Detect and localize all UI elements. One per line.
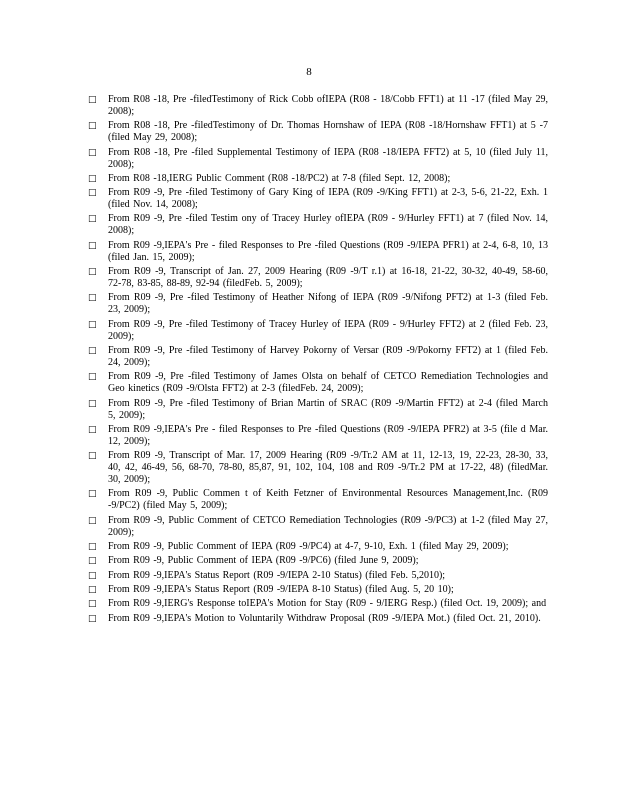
citation-text: From R09 -9, Public Commen t of Keith Fetzner of Environmental Resources Management,Inc. (R09 -9/PC2) (filed May 5, 2009); xyxy=(108,488,548,512)
list-item xyxy=(88,541,548,553)
citation-text: From R09 -9,IERG's Response toIEPA's Motion for Stay (R09 - 9/IERG Resp.) (filed Oct. 19, 2009); and xyxy=(108,598,547,610)
bullet-icon: □ xyxy=(88,95,97,105)
citation-text: From R09 -9, Transcript of Jan. 27, 2009 Hearing (R09 -9/T r.1) at 16-18, 21-22, 30-32, 40-49, 58-60, 72-78, 83-85, 88-89, 92-94 (filedFeb. 5, 2009); xyxy=(108,266,548,290)
citation-text: From R09 -9, Public Comment of IEPA (R09 -9/PC6) (filed June 9, 2009); xyxy=(108,555,419,567)
citation-list xyxy=(88,94,548,627)
citation-text: From R08 -18, Pre -filed Supplemental Testimony of IEPA (R08 -18/IEPA FFT2) at 5, 10 (filed July 11, 2008); xyxy=(108,146,548,170)
citation-text: From R09 -9, Public Comment of CETCO Remediation Technologies (R09 -9/PC3) at 1-2 (filed May 27, 2009); xyxy=(108,514,548,538)
list-item xyxy=(88,240,548,264)
bullet-icon: □ xyxy=(88,570,97,581)
list-item xyxy=(88,173,548,185)
citation-text: From R09 -9,IEPA's Motion to Voluntarily Withdraw Proposal (R09 -9/IEPA Mot.) (filed Oct. 21, 2010). xyxy=(108,612,541,624)
bullet-icon: □ xyxy=(88,345,97,356)
list-item xyxy=(88,424,548,448)
bullet-icon: □ xyxy=(88,293,97,304)
list-item xyxy=(88,319,548,343)
list-item xyxy=(88,345,548,369)
list-item xyxy=(88,120,548,144)
bullet-icon: □ xyxy=(88,424,97,435)
bullet-icon: □ xyxy=(88,240,97,251)
citation-text: From R09 -9, Pre -filed Testimony of Heather Nifong of IEPA (R09 -9/Nifong PFT2) at 1-3 (filed Feb. 23, 2009); xyxy=(108,292,548,316)
bullet-icon: □ xyxy=(88,451,97,462)
list-item xyxy=(88,147,548,171)
bullet-icon: □ xyxy=(88,267,97,278)
list-item xyxy=(88,570,548,582)
list-item xyxy=(88,613,548,625)
citation-text: From R09 -9, Pre -filed Testimony of Harvey Pokorny of Versar (R09 -9/Pokorny FFT2) at 1 (filed Feb. 24, 2009); xyxy=(108,344,548,368)
list-item xyxy=(88,94,548,118)
bullet-icon: □ xyxy=(88,584,97,595)
bullet-icon: □ xyxy=(88,556,97,567)
citation-text: From R09 -9,IEPA's Pre - filed Responses to Pre -filed Questions (R09 -9/IEPA PFR2) at 3-5 (file d Mar. 12, 2009); xyxy=(108,423,548,447)
citation-text: From R09 -9, Pre -filed Testimony of Tracey Hurley of IEPA (R09 - 9/Hurley FFT2) at 2 (filed Feb. 23, 2009); xyxy=(108,318,548,342)
citation-text: From R08 -18, Pre -filedTestimony of Dr. Thomas Hornshaw of IEPA (R08 -18/Hornshaw FFT1) at 5 -7 (filed May 29, 2008); xyxy=(108,120,548,144)
bullet-icon: □ xyxy=(88,319,97,330)
list-item xyxy=(88,598,548,610)
bullet-icon: □ xyxy=(88,214,97,225)
bullet-icon: □ xyxy=(88,188,97,199)
bullet-icon: □ xyxy=(88,613,97,624)
list-item xyxy=(88,555,548,567)
bullet-icon: □ xyxy=(88,147,97,158)
bullet-icon: □ xyxy=(88,599,97,610)
bullet-icon: □ xyxy=(88,489,97,500)
bullet-icon: □ xyxy=(88,542,97,553)
list-item xyxy=(88,371,548,395)
citation-text: From R09 -9, Public Comment of IEPA (R09 -9/PC4) at 4-7, 9-10, Exh. 1 (filed May 29, 2009); xyxy=(108,541,509,553)
list-item xyxy=(88,488,548,512)
list-item xyxy=(88,515,548,539)
citation-text: From R09 -9, Pre -filed Testimony of Gary King of IEPA (R09 -9/King FFT1) at 2-3, 5-6, 21-22, Exh. 1 (filed Nov. 14, 2008); xyxy=(108,187,548,211)
list-item xyxy=(88,292,548,316)
citation-text: From R09 -9, Pre -filed Testimony of Brian Martin of SRAC (R09 -9/Martin FFT2) at 2-4 (filed March 5, 2009); xyxy=(108,397,548,421)
bullet-icon: □ xyxy=(88,398,97,409)
page-number: 8 xyxy=(306,66,312,78)
bullet-icon: □ xyxy=(88,173,97,184)
list-item xyxy=(88,450,548,486)
citation-text: From R08 -18,IERG Public Comment (R08 -18/PC2) at 7-8 (filed Sept. 12, 2008); xyxy=(108,172,451,184)
list-item xyxy=(88,213,548,237)
bullet-icon: □ xyxy=(88,515,97,526)
list-item xyxy=(88,187,548,211)
list-item xyxy=(88,584,548,596)
list-item xyxy=(88,266,548,290)
list-item xyxy=(88,398,548,422)
citation-text: From R09 -9, Transcript of Mar. 17, 2009 Hearing (R09 -9/Tr.2 AM at 11, 12-13, 19, 22-23, 28-30, 33, 40, 42, 46-49, 56, 68-70, 78-80, 85,87, 91, 102, 104, 108 and R09 -9/Tr.2 PM at 17-22, 48) (filedMar. 30, 2009); xyxy=(108,450,548,486)
bullet-icon: □ xyxy=(88,121,97,132)
citation-text: From R09 -9, Pre -filed Testimony of James Olsta on behalf of CETCO Remediation Technologies and Geo kinetics (R09 -9/Olsta FFT2) at 2-3 (filedFeb. 24, 2009); xyxy=(108,371,548,395)
citation-text: From R08 -18, Pre -filedTestimony of Rick Cobb ofIEPA (R08 - 18/Cobb FFT1) at 11 -17 (filed May 29, 2008); xyxy=(108,94,548,117)
citation-text: From R09 -9,IEPA's Pre - filed Responses to Pre -filed Questions (R09 -9/IEPA PFR1) at 2-4, 6-8, 10, 13 (filed Jan. 15, 2009); xyxy=(108,239,548,263)
citation-text: From R09 -9,IEPA's Status Report (R09 -9/IEPA 2-10 Status) (filed Feb. 5,2010); xyxy=(108,569,446,581)
citation-text: From R09 -9, Pre -filed Testim ony of Tracey Hurley ofIEPA (R09 - 9/Hurley FFT1) at 7 (filed Nov. 14, 2008); xyxy=(108,213,548,237)
citation-text: From R09 -9,IEPA's Status Report (R09 -9/IEPA 8-10 Status) (filed Aug. 5, 20 10); xyxy=(108,583,454,595)
bullet-icon: □ xyxy=(88,372,97,383)
